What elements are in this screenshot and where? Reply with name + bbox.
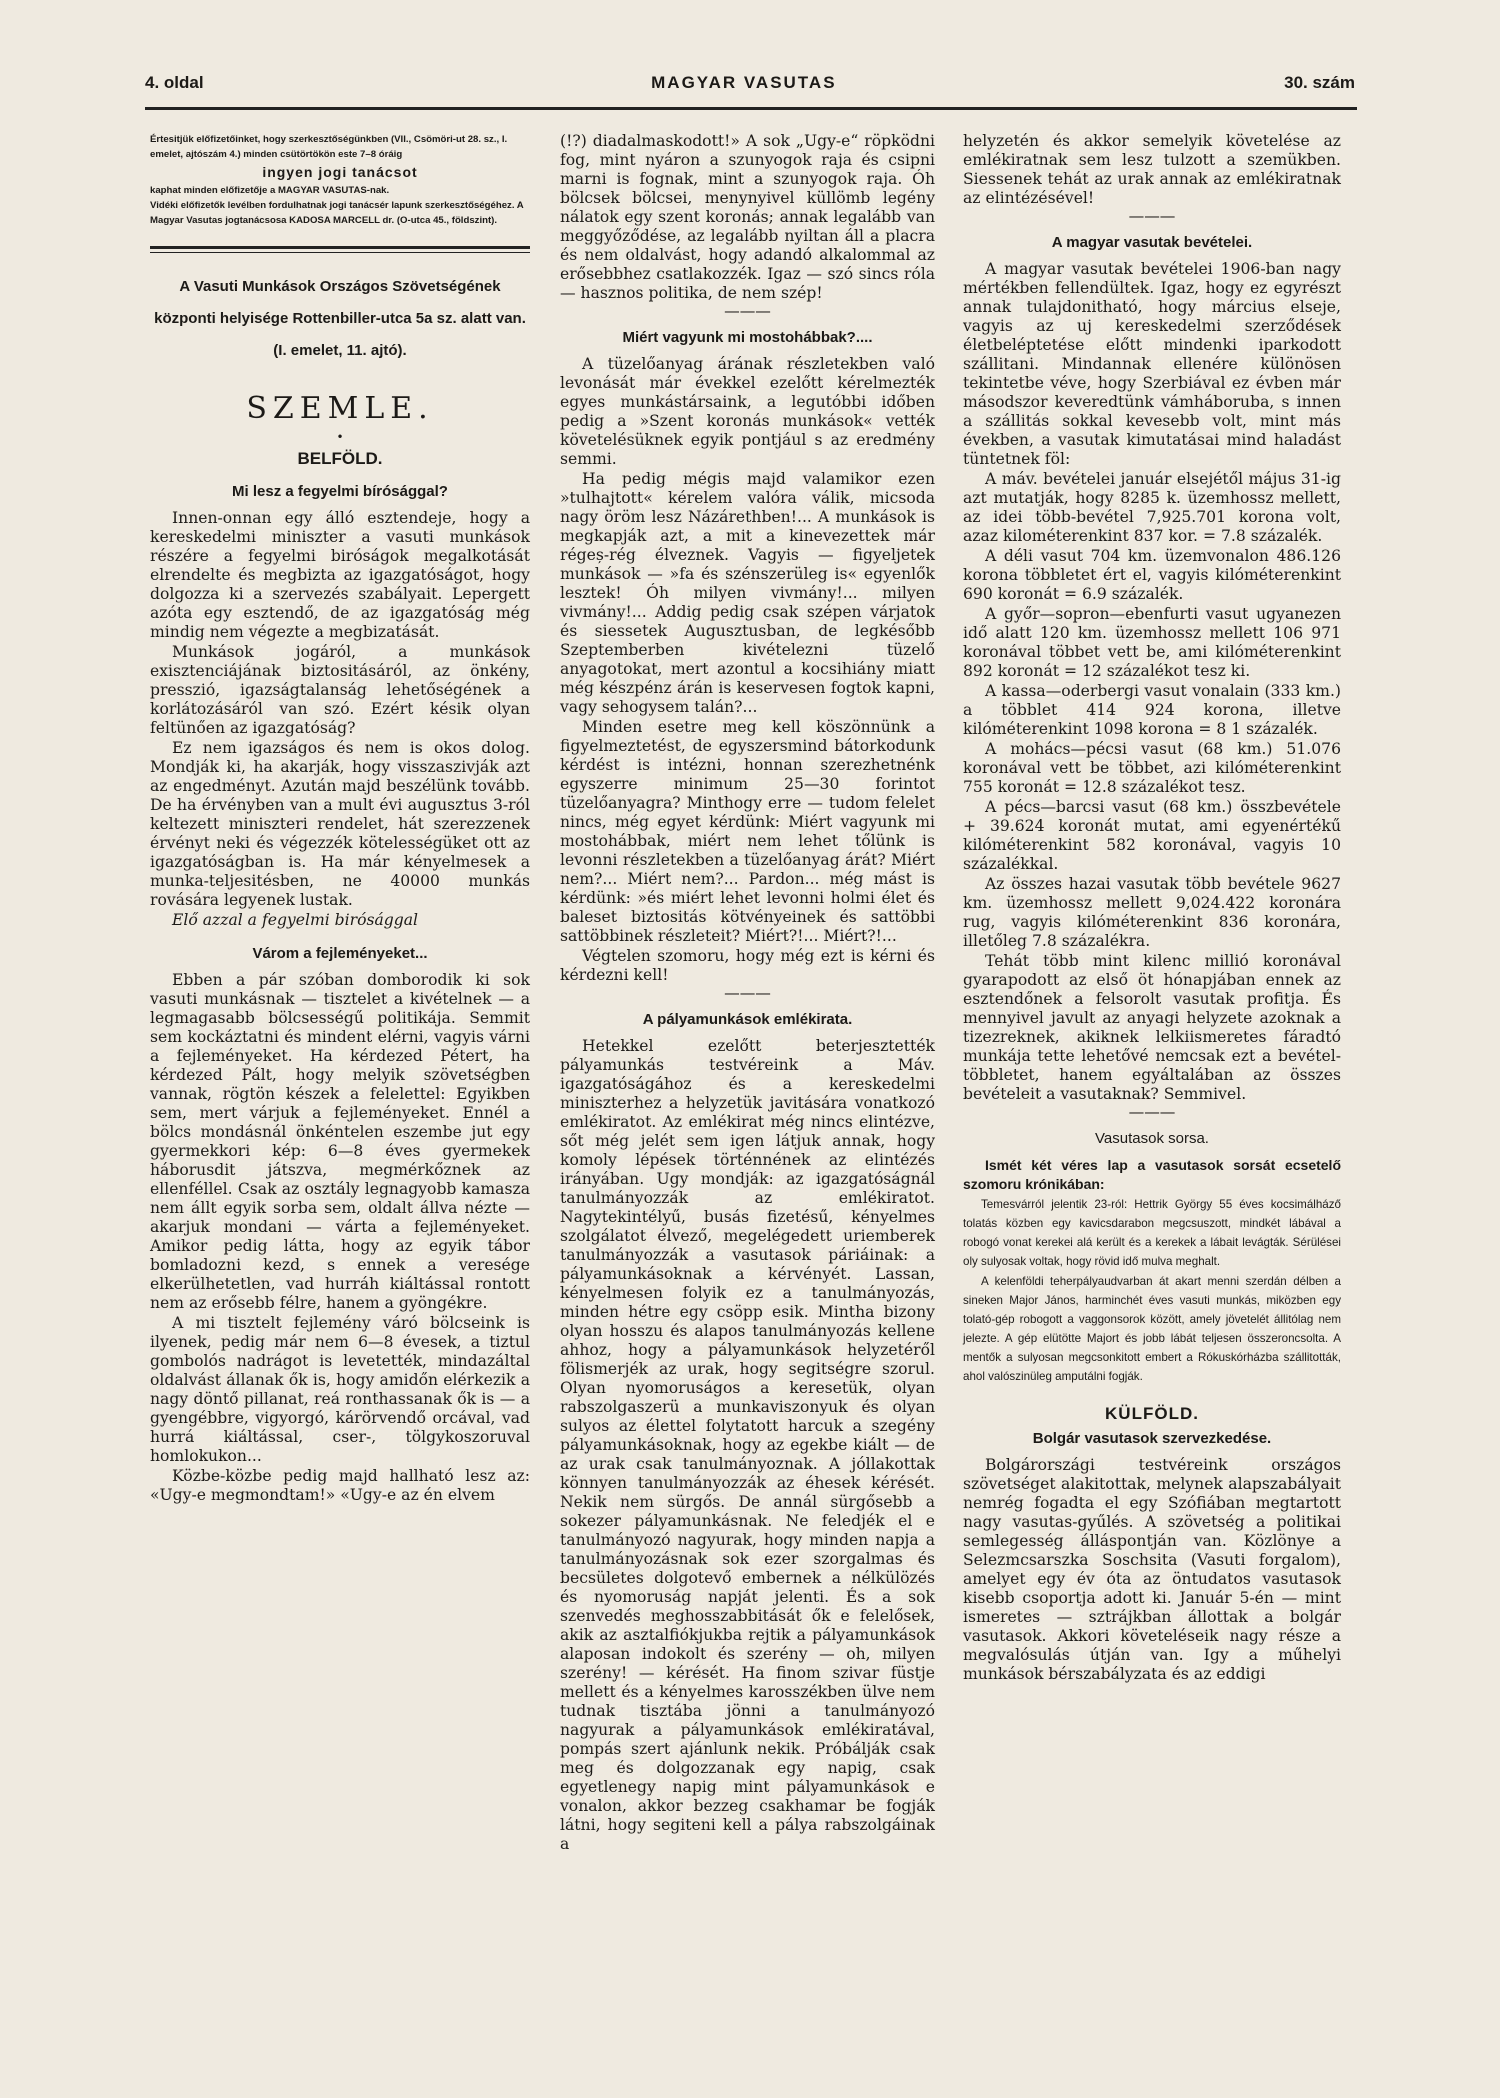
region-heading: KÜLFÖLD. xyxy=(1105,1404,1199,1423)
paragraph: Munkások jogáról, a munkások exisztenciájának biztositásáról, az önkény, presszió, igazságtalanság lehetőségének a korlátozásáról van szó. Ezért késik olyan feltünően az igazgatóság? xyxy=(150,643,530,737)
separator: ——— xyxy=(1128,207,1176,225)
paragraph: helyzetén és akkor semelyik követelése az emlékiratnak sem lesz tulzott a szemükben. Siessenek tehát az urak annak az emlékiratnak az elintézésével! xyxy=(963,132,1341,207)
paragraph: Ha pedig mégis majd valamikor ezen »tulhajtott« kérelem valóra válik, micsoda nagy öröm lesz Názárethben!... A munkások is megkapják azt, a mit a kinevezettek már régeș-rég élveznek. Vagyis — figyeljetek munkások — »fa és szénszerüleg is« egyenlők lesztek! Óh milyen vivmány!... milyen vivmány!... Addig pedig csak szépen várjatok és siessetek Augusztusban, de legkésőbb Szeptemberben kivételezni tüzelő anyagotokat, mert azontul a kocsihiány miatt még készpénz árán is keservesen fogtok kapni, vagy sehogysem talán?... xyxy=(560,470,935,716)
article-heading: Várom a fejleményeket... xyxy=(252,945,428,962)
paragraph: A mohács—pécsi vasut (68 km.) 51.076 koronával vett be többet, azi kilóméterenkint 755 koronát = 12.8 százalékot tesz. xyxy=(963,740,1341,796)
column-1 xyxy=(150,132,530,1506)
notice-line: Vidéki előfizetők levélben fordulhatnak jogi tanácsér lapunk szerkesztőségéhez. A Magyar Vasutas jogtanácsosa KADOSA MARCELL dr. (O-utca 45., földszint). xyxy=(150,200,524,226)
region-heading: BELFÖLD. xyxy=(297,449,383,468)
paragraph: A magyar vasutak bevételei 1906-ban nagy mértékben fellendültek. Igaz, hogy ez egyrészt annak tulajdonitható, hogy március elseje, vagyis az uj kereskedelmi szerződések életbeléptetése előtt mindenki iparkodott szállitani. Mindannak ellenére különösen tekintetbe véve, hogy Szerbiával ez évben már másodszor keveredtünk vámháboruba, s innen a szállitás sokkal kevesebb volt, mint más években, a vasutak kimutatásai mind haladást tüntetnek föl: xyxy=(963,260,1341,468)
separator: ——— xyxy=(724,302,771,320)
paragraph: Végtelen szomoru, hogy még ezt is kérni és kérdezni kell! xyxy=(560,947,935,984)
notice-line: kaphat minden előfizetője a MAGYAR VASUTAS-nak. xyxy=(150,185,390,196)
article-heading: Bolgár vasutasok szervezkedése. xyxy=(1032,1430,1272,1447)
notice-line: Értesitjük előfizetőinket, hogy szerkesztőségünkben (VII., Csömöri-ut 28. sz., I. emelet, ajtószám 4.) minden csütörtökön este 7–8 óráig xyxy=(150,134,508,160)
divider xyxy=(150,246,530,253)
masthead xyxy=(145,58,1355,108)
paragraph: Innen-onnan egy álló esztendeje, hogy a kereskedelmi miniszter a vasuti munkások részére a fegyelmi biróságok megalkotását elrendelte és megbizta az igazgatóságot, hogy dolgozza ki a szervezés szabályait. Lepergett azóta egy esztendő, de az igazgatóság még mindig nem végezte a megbizatását. xyxy=(150,509,530,641)
header-rule xyxy=(145,107,1357,110)
subscriber-notice xyxy=(150,132,530,228)
article-heading: A pályamunkások emlékirata. xyxy=(642,1011,853,1028)
news-items xyxy=(963,1195,1341,1386)
article-heading: Mi lesz a fegyelmi bírósággal? xyxy=(232,483,448,500)
free-advice-heading: ingyen jogi tanácsot xyxy=(262,164,418,180)
union-notice: A Vasuti Munkások Országos Szövetségének központi helyisége Rottenbiller-utca 5a sz. alatt van. (I. emelet, 11. ajtó). xyxy=(154,278,526,359)
news-item: Temesvárról jelentik 23-ról: Hettrik György 55 éves kocsimálháző tolatás közben egy kavicsdarabon megcsuszott, mindkét lábával a robogó vonat kerekei alá került és a kerekek a lábait levágták. Sérülései oly sulyosak voltak, hogy rövid idő mulva meghalt. xyxy=(963,1198,1341,1268)
paragraph: Bolgárországi testvéreink országos szövetséget alakitottak, melynek alapszabályait nemrég fogadta el egy Szófiában megtartott nagy vasutas-gyűlés. A szövetség a politikai semlegesség álláspontján van. Közlönye a Selezmcsarszka Soschsita (Vasuti forgalom), amelyet egy év óta az öntudatos vasutasok kisebb csoportja adott ki. Január 5-én — mint ismeretes — sztrájkban állottak a bolgár vasutasok. Akkori követeléseik nagy része a megvalósulás útján van. Igy a műhelyi munkások bérszabályzata és az eddigi xyxy=(963,1456,1341,1683)
paragraph: A déli vasut 704 km. üzemvonalon 486.126 korona többletet ért el, vagyis kilóméterenkint 690 koronát = 6.9 százalék. xyxy=(963,547,1341,603)
issue-number: 30. szám xyxy=(1284,73,1355,92)
paragraph: Ismét két véres lap a vasutasok sorsát ecsetelő szomoru krónikában: xyxy=(963,1157,1341,1192)
paragraph: A tüzelőanyag árának részletekben való levonását már évekkel ezelőtt kérelmezték egyes munkástársaink, a legutóbbi időben pedig a »Szent koronás munkások« vették követelésüknek egyik pontjául s az eredmény semmi. xyxy=(560,355,935,468)
paragraph: Tehát több mint kilenc millió koronával gyarapodott az első öt hónapjában ennek az esztendőnek a felsorolt vasutak profitja. És mennyivel javult az anyagi helyzete azoknak a tizezreknek, akiknek lelkiismeretes fáradtó munkája tette lehetővé nemcsak ezt a bevétel-többletet, hanem egyáltalában az összes bevételeit a vasutaknak? Semmivel. xyxy=(963,952,1341,1103)
paragraph: Ebben a pár szóban domborodik ki sok vasuti munkásnak — tisztelet a kivételnek — a legmagasabb bölcsességű politikája. Semmit sem kockáztatni és mindent elérni, vagyis várni a fejleményeket. Ha kérdezed Pétert, ha kérdezed Pált, hogy melyik szövetségben vannak, rögtön készek a felelettel: Egyikben sem, mert várjuk a fejleményeket. Ennél a bölcs mondásnál önkéntelen eszembe jut egy gyermekkori kép: 6—8 éves gyermekek háborusdit játszva, megmérkőznek az ellenféllel. Csak az osztály legnagyobb kamasza nem állt egyik sorba sem, oldalt állva nézte — akarjuk mondani — várta a fejleményeket. Amikor pedig látta, hogy az egyik tábor bomladozni kezd, s ennek a veresége elkerülhetetlen, vad hurráh kiáltással rontott nem az erősebb félre, hanem a gyöngékre. xyxy=(150,971,530,1312)
paragraph: A pécs—barcsi vasut (68 km.) összbevétele + 39.624 koronát mutat, ami egyenértékű kilóméterenkint 582 koronával, vagyis 10 százalékkal. xyxy=(963,798,1341,873)
news-item: A kelenföldi teherpályaudvarban át akart menni szerdán délben a sineken Major János, harminchét éves vasuti munkás, miközben egy tolató-gép robogott a vaggonsorok között, amely jövetelét állitólag nem jelezte. A gép elütötte Majort és jobb lábát teljesen összeroncsolta. A mentők a sulyosan megcsonkitott embert a Rókuskórházba szállitották, ahol valószinüleg amputálni fogják. xyxy=(963,1275,1341,1383)
paragraph: Ez nem igazságos és nem is okos dolog. Mondják ki, ha akarják, hogy visszaszivják azt az engedményt. Azután majd beszélünk tovább. De ha érvényben van a mult évi augusztus 3-ról keltezett miniszteri rendelet, hát szerezzenek érvényt neki és végezzék kötelességüket ott az igazgatóságban is. Ha már kényelmesek a munka-teljesitésben, ne 40000 munkás rovására legyenek lustak. xyxy=(150,739,530,909)
article-heading: Miért vagyunk mi mostohábbak?.... xyxy=(622,329,873,346)
paragraph: (!?) diadalmaskodott!» A sok „Ugy-e“ röpködni fog, mint nyáron a szunyogok raja és csipni marni is fognak, mint a szunyogok raja. Óh bölcsek bölcsei, menynyivel küllömb legény nálatok egy szent koronás; annak legalább van meggyőződése, az legalább nyiltan áll a placra és nem oldalvást, hogy adandó alkalommal az erősebbhez csatlakozzék. Igaz — szó sincs róla — hasznos politika, de nem szép! xyxy=(560,132,935,302)
page-number: 4. oldal xyxy=(145,73,204,92)
newspaper-title: MAGYAR VASUTAS xyxy=(651,73,837,92)
paragraph: Elő azzal a fegyelmi birósággal xyxy=(172,911,419,929)
article-heading: A magyar vasutak bevételei. xyxy=(1051,234,1253,251)
separator: ——— xyxy=(1128,1103,1176,1121)
paragraph: A győr—sopron—ebenfurti vasut ugyanezen idő alatt 120 km. üzemhossz mellett 106 971 koronával többet vett be, ami kilóméterenkint 892 koronát = 12 százalékot tesz ki. xyxy=(963,605,1341,680)
paragraph: Közbe-közbe pedig majd hallható lesz az: «Ugy-e megmondtam!» «Ugy-e az én elvem xyxy=(150,1467,530,1504)
section-title: SZEMLE. xyxy=(246,391,434,426)
separator: ——— xyxy=(724,984,771,1002)
article-heading: Vasutasok sorsa. xyxy=(1095,1130,1209,1147)
ornament: • xyxy=(336,430,344,444)
column-3 xyxy=(963,132,1341,1685)
paragraph: A mi tisztelt fejlemény váró bölcseink is ilyenek, pedig már nem 6—8 évesek, a tiztul gombolós nadrágot is levetették, mindazáltal oldalvást állanak ők is, hogy amidőn elérkezik a nagy döntő pillanat, reá ronthassanak ők is — a gyengébbre, vigyorgó, kárörvendő orcával, vad hurrá kiáltással, cser-, tölgykoszoruval homlokukon... xyxy=(150,1314,530,1465)
paragraph: A kassa—oderbergi vasut vonalain (333 km.) a többlet 414 924 korona, illetve kilóméterenkint 1098 korona = 8 1 százalék. xyxy=(963,682,1341,738)
paragraph: Minden esetre meg kell köszönnünk a figyelmeztetést, de egyszersmind bátorkodunk kérdést is intézni, honnan szerezhetnénk egyszerre minimum 25—30 forintot tüzelőanyagra? Minthogy erre — tudom felelet nincs, még egyet kérdünk: Miért vagyunk mi mostohábbak, miért nem lehet tőlünk is levonni részletekben a tüzelőanyag árát? Miért nem?... Miért nem?... Pardon... még mást is kérdünk: »és miért lehet levonni holmi élet és baleset biztositás kötvényeinek és sattöbbi sattöbbinek részleteit? Miért?!... Miért?!... xyxy=(560,718,935,945)
column-2 xyxy=(560,132,935,1855)
paragraph: Az összes hazai vasutak több bevétele 9627 km. üzemhossz mellett 9,024.422 koronára rug, vagyis kilóméterenkint 836 koronára, illetőleg 7.8 százalékra. xyxy=(963,875,1341,950)
paragraph: A máv. bevételei január elsejétől május 31-ig azt mutatják, hogy 8285 k. üzemhossz mellett, az idei több-bevétel 7,925.701 korona volt, azaz kilométerenkint 837 kor. = 7.8 százalék. xyxy=(963,470,1341,545)
paragraph: Hetekkel ezelőtt beterjesztették pályamunkás testvéreink a Máv. igazgatóságához és a kereskedelmi miniszterhez a helyzetük javitására vonatkozó emlékiratot. Az emlékirat még nincs elintézve, sőt még jelét sem igen látjuk annak, hogy komoly lépések történnének az elintézés irányában. Ugy mondják: az igazgatóságnál tanulmányozzák az emlékiratot. Nagytekintélyű, busás fizetésű, kényelmes szolgálatot élvező, megelégedett uriemberek tanulmányozzák a vasutasok páriáinak: a pályamunkásoknak a kérvényét. Lassan, kényelmesen folyik ez a tanulmányozás, minden hétre egy csöpp esik. Mintha bizony olyan hosszu és alapos tanulmányozás kellene ahhoz, hogy a pályamunkások helyzetéről fölismerjék az urak, hogy segitségre szorul. Olyan nyomoruságos a keresetük, olyan rabszolgaszerü a munkaviszonyuk és olyan sulyos az élettel folytatott harcuk a szegény pályamunkásoknak, hogy az egekbe kiált — de az urak csak tanulmányoznak. A jóllakottak könnyen tanulmányozzák az éhesek kérését. Nekik nem sürgős. De annál sürgősebb a sokezer pályamunkásnak. Ne feledjék el e tanulmányozó nagyurak, hogy minden napja a tanulmányozásnak sok ezer szorgalmas és becsületes dolgotevő embernek a nélkülözés és nyomoruság napját jelenti. És a sok szenvedés meghosszabbitását ők e felelősek, akik az asztalfiókjukba rejtik a pályamunkások alaposan indokolt és szerény — oh, milyen szerény! — kérését. Ha finom szivar füstje mellett és a kényelmes karosszékben ülve nem tudnak tisztába jönni a tanulmányozó nagyurak a pályamunkások emlékiratával, pompás szert ajánlunk nekik. Próbálják csak meg és dolgozzanak egy napig, csak egyetlenegy napig mint pályamunkások e vonalon, akkor bezzeg csakhamar be fogják látni, hogy segiteni kell a pálya rabszolgáinak a xyxy=(560,1037,935,1853)
